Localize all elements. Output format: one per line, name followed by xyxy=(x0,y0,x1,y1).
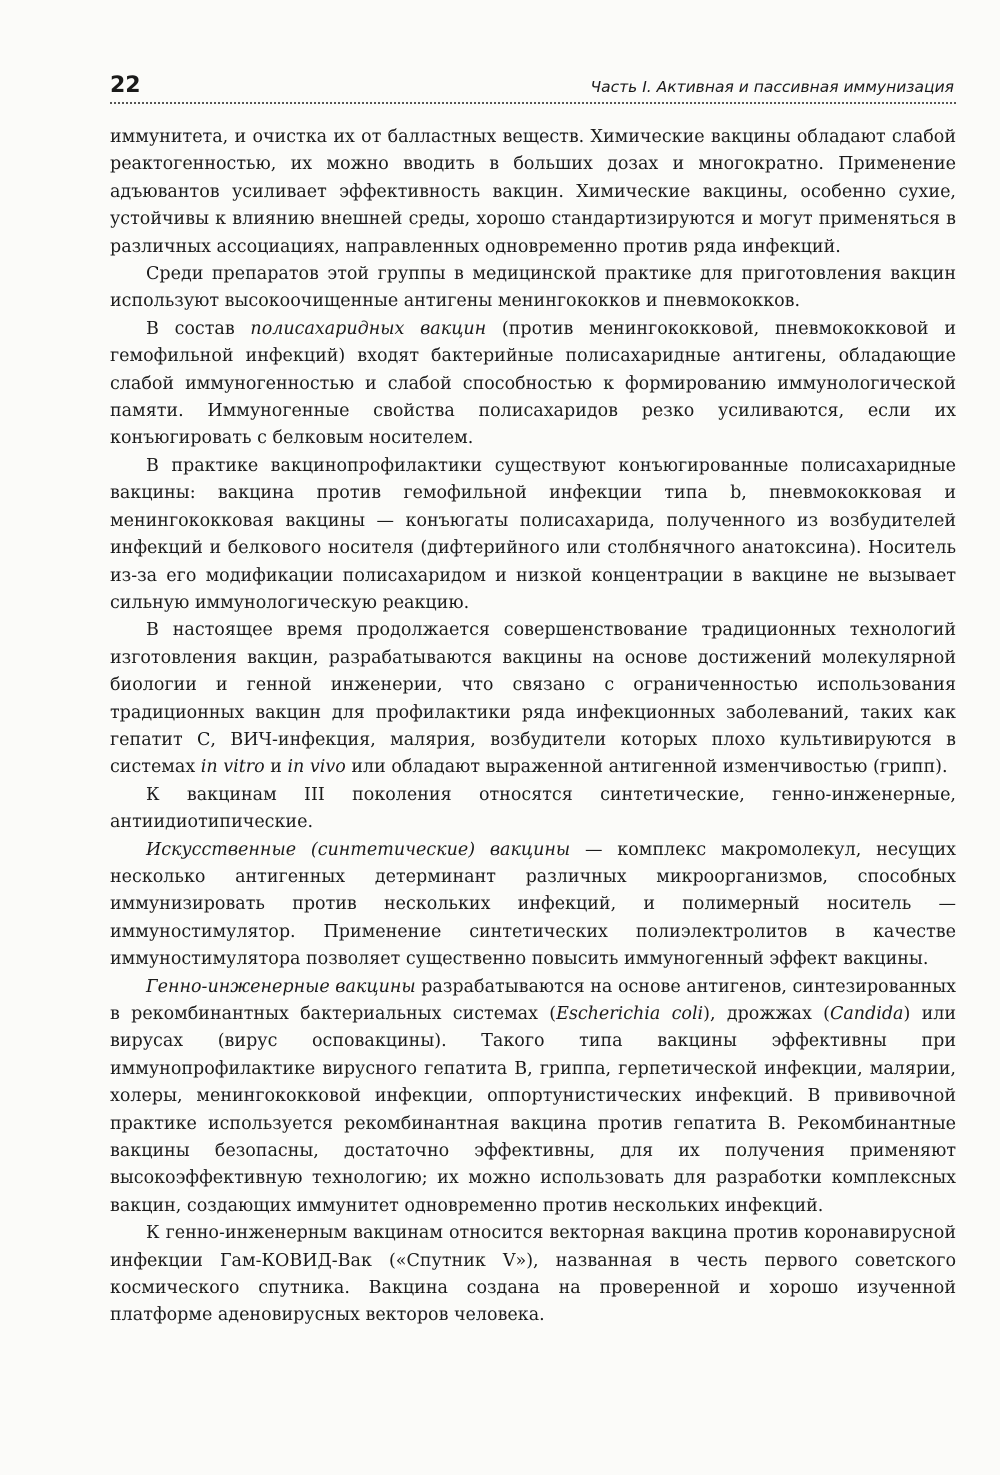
text-run: ) или вирусах (вирус осповакцины). Такого типа вакцины эффективны при иммунопрофилактике вирусного гепатита В, гриппа, герпетической инфекции, малярии, холеры, менингококковой инфекции, оппортунистических инфекций. В прививочной практике используется рекомбинантная вакцина против гепатита В. Рекомбинантные вакцины безопасны, достаточно эффективны, для их получения применяют высокоэффективную технологию; их можно использовать для разработки комплексных вакцин, создающих иммунитет одновременно против нескольких инфекций. xyxy=(110,1004,957,1216)
paragraph xyxy=(110,261,956,316)
text-run: К генно-инженерным вакцинам относится векторная вакцина против коронавирусной инфекции Гам-КОВИД-Вак («Спутник V»), названная в честь первого советского космического спутника. Вакцина создана на проверенной и хорошо изученной платформе аденовирусных векторов человека. xyxy=(110,1223,956,1326)
paragraph xyxy=(110,124,956,261)
text-run: К вакцинам III поколения относятся синтетические, генно-инженерные, антиидиотипические. xyxy=(110,784,956,833)
paragraph xyxy=(110,782,956,837)
text-run: иммунитета, и очистка их от балластных веществ. Химические вакцины обладают слабой реактогенностью, их можно вводить в больших дозах и многократно. Применение адъювантов усиливает эффективность вакцин. Химические вакцины, особенно сухие, устойчивы к влиянию внешней среды, хорошо стандартизируются и могут применяться в различных ассоциациях, направленных одновременно против ряда инфекций. xyxy=(110,127,956,257)
italic-term: in vivo xyxy=(287,757,346,778)
paragraph xyxy=(110,837,956,974)
page-number: 22 xyxy=(110,73,141,98)
italic-term: Escherichia coli xyxy=(556,1004,704,1024)
text-run: (против менингококковой, пневмококковой и гемофильной инфекций) входят бактерийные полисахаридные антигены, обладающие слабой иммуногенностью и слабой способностью к формированию иммунологической памяти. Иммуногенные свойства полисахаридов резко усиливаются, если их конъюгировать с белковым носителем. xyxy=(110,318,956,449)
italic-term: Генно-инженерные вакцины xyxy=(146,976,416,997)
paragraph xyxy=(110,617,956,781)
italic-term: полисахаридных вакцин xyxy=(250,318,487,339)
text-run: В состав xyxy=(146,318,251,339)
text-run: В практике вакцинопрофилактики существуют конъюгированные полисахаридные вакцины: вакцина против гемофильной инфекции типа b, пневмококковая и менингококковая вакцины — конъюгаты полисахарида, полученного из возбудителей инфекций и белкового носителя (дифтерийного или столбнячного анатоксина). Носитель из-за его модификации полисахаридом и низкой концентрации в вакцине не вызывает сильную иммунологическую реакцию. xyxy=(110,455,956,613)
text-run: В настоящее время продолжается совершенствование традиционных технологий изготовления вакцин, разрабатываются вакцины на основе достижений молекулярной биологии и генной инженерии, что связано с ограниченностью использования традиционных вакцин для профилактики ряда инфекционных заболеваний, таких как гепатит С, ВИЧ-инфекция, малярия, возбудители которых плохо культивируются в системах xyxy=(110,620,956,778)
italic-term: Искусственные (синтетические) вакцины xyxy=(146,839,571,860)
paragraph xyxy=(110,316,956,453)
paragraph xyxy=(110,974,956,1221)
italic-term: in vitro xyxy=(200,757,265,778)
text-run: Среди препаратов этой группы в медицинской практике для приготовления вакцин используют высокоочищенные антигены менингококков и пневмококков. xyxy=(110,264,956,312)
paragraph xyxy=(110,453,956,617)
text-run: и xyxy=(264,757,288,778)
page-header xyxy=(110,68,956,104)
italic-term: Candida xyxy=(829,1004,904,1024)
text-run: — комплекс макромолекул, несущих несколько антигенных детерминант различных микроорганизмов, способных иммунизировать против нескольких инфекций, и полимерный носитель — иммуностимулятор. Применение синтетических полиэлектролитов в качестве иммуностимулятора позволяет существенно повысить иммуногенный эффект вакцины. xyxy=(110,839,957,970)
text-run: или обладают выраженной антигенной изменчивостью (грипп). xyxy=(345,757,948,778)
running-title: Часть I. Активная и пассивная иммунизация xyxy=(590,78,954,96)
text-run: ), дрожжах ( xyxy=(703,1004,830,1024)
body-text xyxy=(110,124,956,1330)
text-run: разрабатываются на основе антигенов, синтезированных в рекомбинантных бактериальных системах ( xyxy=(110,976,956,1024)
paragraph xyxy=(110,1220,956,1330)
